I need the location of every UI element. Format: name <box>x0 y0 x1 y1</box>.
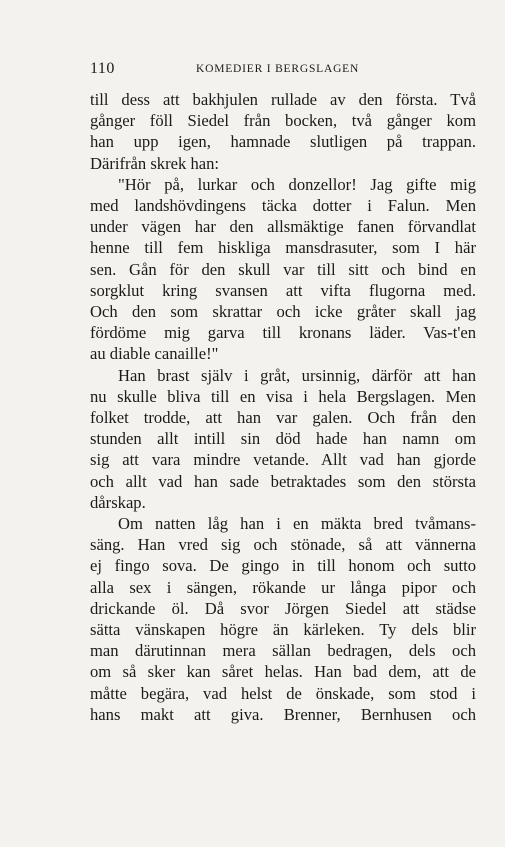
text-line: nu skulle bliva till en visa i hela Bergslagen. Men <box>90 386 476 406</box>
text-line: alla sex i sängen, rökande ur långa pipor och <box>90 577 476 597</box>
text-line: sorgklut kring svansen att vifta flugorna med. <box>90 280 476 300</box>
text-line: ej fingo sova. De gingo in till honom och sutto <box>90 556 476 576</box>
text-line: till dess att bakhjulen rullade av den första. Två <box>90 90 476 109</box>
page-number: 110 <box>90 60 115 77</box>
text-line: måtte begära, vad helst de önskade, som stod i <box>90 683 476 703</box>
text-line: man därutinnan mera sällan bedragen, dels och <box>90 641 476 661</box>
text-line: Och den som skrattar och icke gråter skall jag <box>90 302 476 322</box>
text-line: sen. Gån för den skull var till sitt och bind en <box>90 259 476 279</box>
text-line: sätta vänskapen högre än kärleken. Ty dels blir <box>90 620 476 640</box>
text-line: stunden allt intill sin död hade han namn om <box>90 429 476 449</box>
text-line: Han brast själv i gråt, ursinnig, därför att han <box>118 365 476 385</box>
text-line: säng. Han vred sig och stönade, så att vännerna <box>90 535 476 555</box>
text-line: sig att vara mindre vetande. Allt vad han gjorde <box>90 450 476 470</box>
text-line: under vägen har den allsmäktige fanen förvandlat <box>90 217 476 237</box>
text-line: dårskap. <box>90 492 146 512</box>
text-line: gånger föll Siedel från bocken, två gånger kom <box>90 111 476 131</box>
page-header <box>90 60 390 80</box>
text-line: om så sker kan såret helas. Han bad dem, att de <box>90 662 476 682</box>
text-line: henne till fem hiskliga mansdrasuter, som I här <box>90 238 476 258</box>
text-line: folket trodde, att han var galen. Och från den <box>90 408 476 428</box>
text-line: med landshövdingens täcka dotter i Falun. Men <box>90 196 476 216</box>
text-line: och allt vad han sade betraktades som den största <box>90 471 476 491</box>
text-line: drickande öl. Då svor Jörgen Siedel att städse <box>90 598 476 618</box>
body-text <box>90 89 476 725</box>
text-line: fördöme mig garva till kronans läder. Vas-t'en <box>90 323 476 343</box>
text-line: "Hör på, lurkar och donzellor! Jag gifte mig <box>118 174 476 194</box>
text-line: Om natten låg han i en mäktа bred tvåmans- <box>118 514 476 534</box>
text-line: hans makt att giva. Brenner, Bernhusen och <box>90 704 476 724</box>
running-title: KOMEDIER I BERGSLAGEN <box>196 63 360 75</box>
text-line: Därifrån skrek han: <box>90 153 220 173</box>
text-line: au diable canaille!" <box>90 344 219 364</box>
text-line: han upp igen, hamnade slutligen på trappan. <box>90 132 476 152</box>
